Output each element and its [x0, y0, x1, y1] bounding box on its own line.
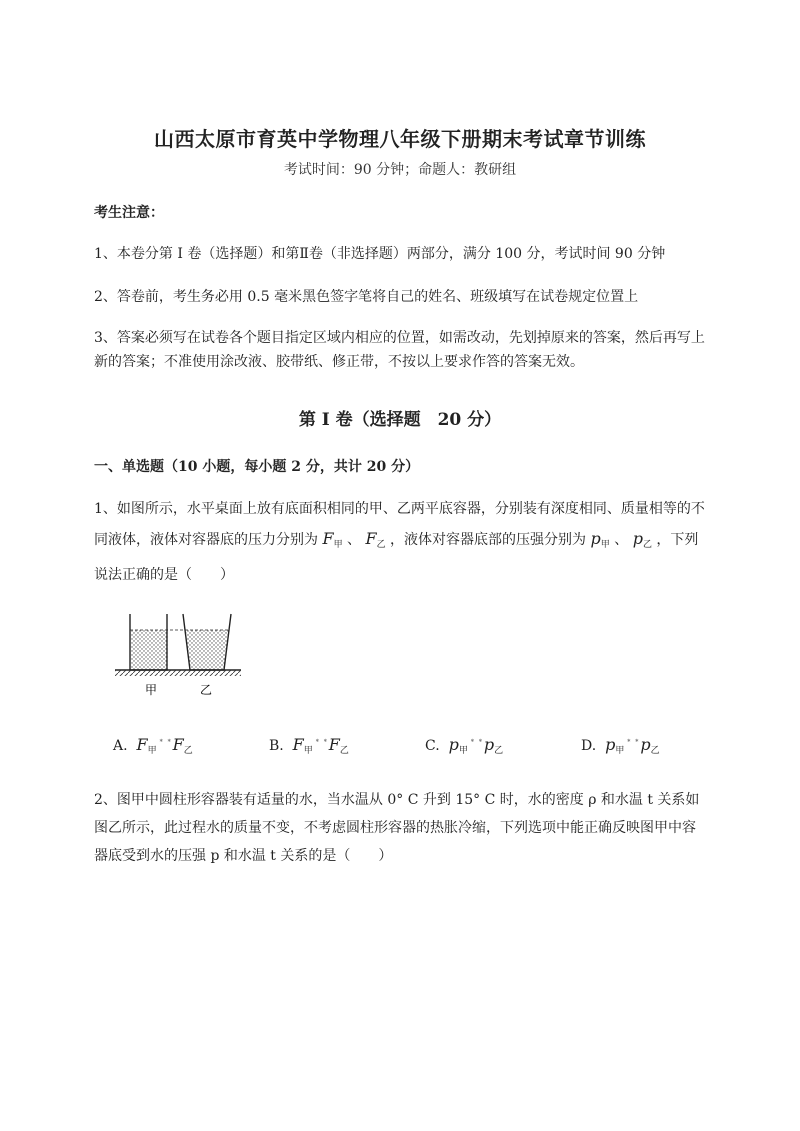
label-jia: 甲 [145, 683, 158, 697]
option-a[interactable]: A. $F_甲^{﹡﹡}F_乙$ [113, 735, 193, 756]
question-2: 2、图甲中圆柱形容器装有适量的水，当水温从 0° C 升到 15° C 时，水的密度 ρ 和水温 t 关系如图乙所示，此过程水的质量不变，不考虑圆柱形容器的热胀冷缩，下列选项中能正确反映图甲中容器底受到水的压强 p 和水温 t 关系的是（ ） [94, 792, 700, 864]
notice-item-2: 2、答卷前，考生务必用 0.5 毫米黑色签字笔将自己的姓名、班级填写在试卷规定位置上 [94, 289, 639, 305]
label-yi: 乙 [200, 683, 213, 697]
q1-containers-figure [113, 608, 243, 698]
option-d[interactable]: D. $p_甲^{﹡﹡}p_乙$ [581, 735, 660, 756]
q1-pressure-yi: $p_乙$ [632, 529, 652, 550]
liquid-yi [186, 630, 229, 670]
subsection-title: 一、单选题（10 小题，每小题 2 分，共计 20 分） [94, 459, 420, 475]
notice-item-3: 3、答案必须写在试卷各个题目指定区域内相应的位置，如需改动，先划掉原来的答案，然后再写上新的答案；不准使用涂改液、胶带纸、修正带，不按以上要求作答的答案无效。 [94, 330, 705, 370]
option-b[interactable]: B. $F_甲^{﹡﹡}F_乙$ [269, 735, 349, 756]
q1-separator-1: 、 [342, 532, 366, 548]
table-hatching [115, 670, 241, 676]
q1-separator-2: 、 [609, 532, 633, 548]
q1-text-1: 1、如图所示，水平桌面上放有底面积相同的甲、乙两平底容器，分别装有深度相同、质量相等的不同液体，液体对容器底的压力分别为 [94, 501, 705, 548]
q1-text-3: ，下列说法正确的是（ ） [94, 532, 699, 583]
liquid-jia [130, 630, 167, 670]
exam-title: 山西太原市育英中学物理八年级下册期末考试章节训练 [154, 127, 646, 151]
notice-heading: 考生注意： [94, 205, 164, 221]
question-1 [94, 494, 706, 590]
q1-pressure-jia: $p_甲$ [590, 529, 610, 550]
exam-subtitle: 考试时间：90 分钟；命题人：教研组 [283, 162, 517, 178]
q1-force-yi: $F_乙$ [365, 529, 386, 550]
section-title: 第 I 卷（选择题 20 分） [298, 410, 502, 430]
option-c[interactable]: C. $p_甲^{﹡﹡}p_乙$ [425, 735, 504, 756]
q1-text-2: ，液体对容器底部的压强分别为 [385, 532, 591, 548]
notice-item-1: 1、本卷分第 I 卷（选择题）和第Ⅱ卷（非选择题）两部分，满分 100 分，考试时间 90 分钟 [94, 246, 666, 262]
q1-force-jia: $F_甲$ [322, 529, 343, 550]
containers-diagram [113, 608, 243, 698]
